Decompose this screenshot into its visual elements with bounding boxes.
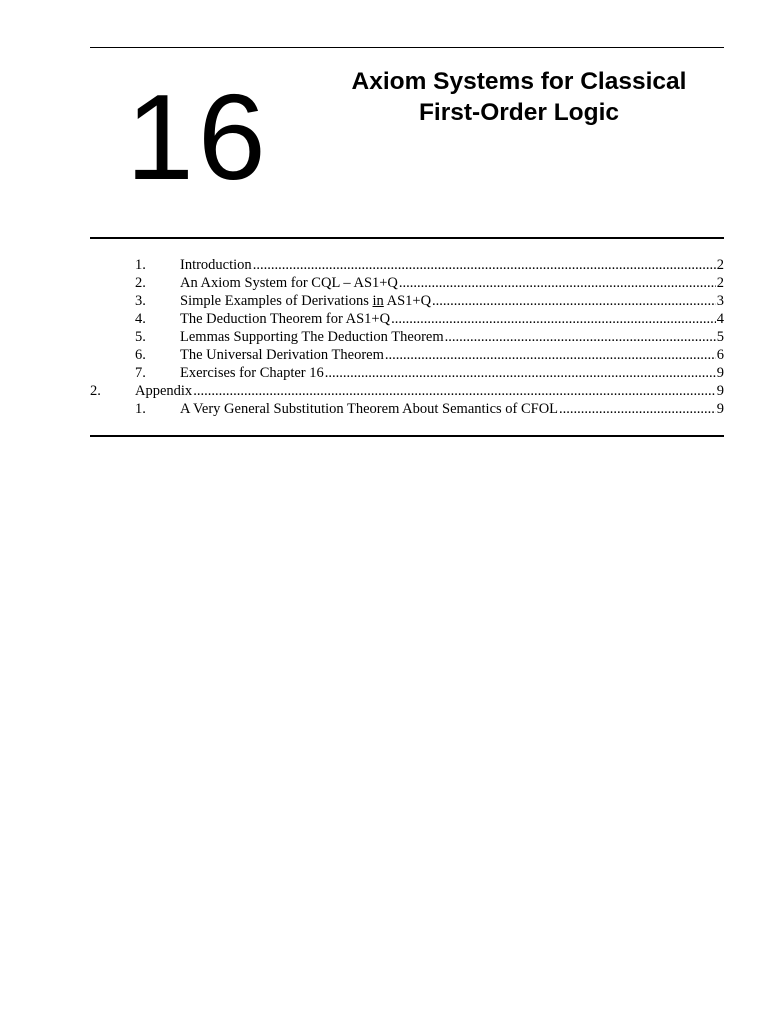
toc-entry-title: The Deduction Theorem for AS1+Q <box>180 311 391 327</box>
toc-entry-introduction[interactable] <box>90 256 724 274</box>
toc-entry-page: 4 <box>716 311 724 327</box>
toc-entry-title: Appendix <box>135 383 193 399</box>
toc-dot-leader <box>193 382 716 400</box>
toc-entry-title: Introduction <box>180 257 252 273</box>
toc-entry-number: 1. <box>135 401 146 417</box>
toc-entry-page: 9 <box>716 401 724 417</box>
toc-entry-title: A Very General Substitution Theorem About Semantics of CFOL <box>180 401 559 417</box>
toc-entry-exercises[interactable] <box>90 364 724 382</box>
toc-entry-number: 5. <box>135 329 146 345</box>
toc-entry-number: 2. <box>135 275 146 291</box>
chapter-title <box>330 66 708 128</box>
toc-dot-leader <box>391 310 716 328</box>
toc-title-part: AS1+Q <box>383 293 432 309</box>
toc-entry-lemmas[interactable] <box>90 328 724 346</box>
toc-dot-leader <box>399 274 716 292</box>
toc-entry-page: 5 <box>716 329 724 345</box>
toc-title-part: Simple Examples of Derivations <box>180 293 373 309</box>
toc-entry-title <box>180 292 431 310</box>
table-of-contents <box>90 256 724 418</box>
toc-entry-page: 2 <box>716 275 724 291</box>
top-rule <box>90 47 724 48</box>
toc-entry-page: 2 <box>716 257 724 273</box>
toc-entry-number: 6. <box>135 347 146 363</box>
toc-entry-number: 4. <box>135 311 146 327</box>
toc-entry-substitution-theorem[interactable] <box>90 400 724 418</box>
toc-entry-title: An Axiom System for CQL – AS1+Q <box>180 275 398 291</box>
toc-entry-page: 3 <box>716 293 724 309</box>
toc-entry-axiom-system[interactable] <box>90 274 724 292</box>
toc-title-underlined: in <box>372 293 384 309</box>
toc-dot-leader <box>432 292 716 310</box>
bottom-rule <box>90 435 724 437</box>
toc-entry-page: 9 <box>716 383 724 399</box>
toc-entry-title: Exercises for Chapter 16 <box>180 365 324 381</box>
toc-entry-appendix[interactable] <box>90 382 724 400</box>
toc-dot-leader <box>385 346 716 364</box>
toc-dot-leader <box>559 400 716 418</box>
toc-entry-title: The Universal Derivation Theorem <box>180 347 384 363</box>
toc-entry-number: 3. <box>135 293 146 309</box>
chapter-number: 16 <box>126 69 270 205</box>
chapter-title-line-1: Axiom Systems for Classical <box>351 68 687 95</box>
toc-entry-number: 1. <box>135 257 146 273</box>
toc-entry-page: 9 <box>716 365 724 381</box>
toc-dot-leader <box>253 256 716 274</box>
toc-entry-number: 2. <box>90 383 101 399</box>
middle-rule <box>90 237 724 239</box>
toc-entry-title: Lemmas Supporting The Deduction Theorem <box>180 329 444 345</box>
toc-entry-number: 7. <box>135 365 146 381</box>
chapter-title-line-2: First-Order Logic <box>418 99 620 126</box>
toc-entry-page: 6 <box>716 347 724 363</box>
toc-dot-leader <box>325 364 716 382</box>
toc-entry-universal-derivation[interactable] <box>90 346 724 364</box>
toc-entry-simple-examples[interactable] <box>90 292 724 310</box>
toc-entry-deduction-theorem[interactable] <box>90 310 724 328</box>
toc-dot-leader <box>445 328 716 346</box>
